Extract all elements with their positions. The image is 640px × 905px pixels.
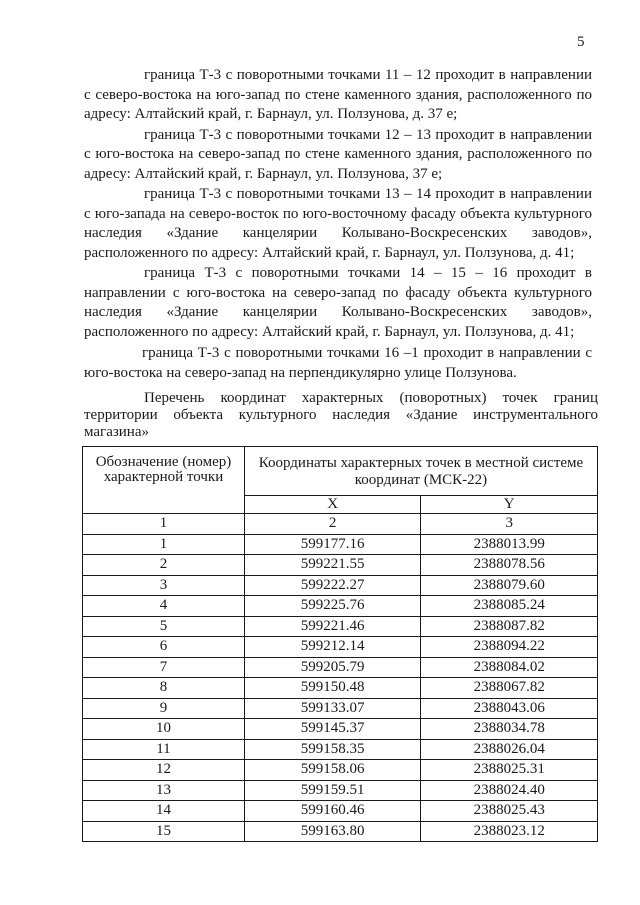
x-coordinate-cell: 599205.79 <box>244 657 420 678</box>
table-row <box>83 637 598 658</box>
x-coordinate-cell: 599222.27 <box>244 575 420 596</box>
x-coordinate-cell: 599221.55 <box>244 555 420 576</box>
y-coordinate-cell: 2388078.56 <box>421 555 598 576</box>
point-number-cell: 2 <box>83 555 245 576</box>
x-coordinate-cell: 599158.06 <box>244 760 420 781</box>
y-coordinate-cell: 2388013.99 <box>421 534 598 555</box>
table-row <box>83 575 598 596</box>
table-row <box>83 698 598 719</box>
header-x: X <box>244 496 420 514</box>
y-coordinate-cell: 2388079.60 <box>421 575 598 596</box>
y-coordinate-cell: 2388085.24 <box>421 596 598 617</box>
table-row <box>83 657 598 678</box>
point-number-cell: 7 <box>83 657 245 678</box>
table-row <box>83 555 598 576</box>
y-coordinate-cell: 2388026.04 <box>421 739 598 760</box>
y-coordinate-cell: 2388023.12 <box>421 821 598 842</box>
table-row <box>83 719 598 740</box>
table-row <box>83 780 598 801</box>
y-coordinate-cell: 2388034.78 <box>421 719 598 740</box>
point-number-cell: 6 <box>83 637 245 658</box>
table-row <box>83 596 598 617</box>
y-coordinate-cell: 2388094.22 <box>421 637 598 658</box>
paragraph-boundary-11-12: граница Т-3 с поворотными точками 11 – 12 проходит в направлении с северо-востока на юго-запад по стене каменного здания, расположенного по адресу: Алтайский край, г. Барнаул, ул. Ползунова, д. 37 е; <box>84 67 592 122</box>
x-coordinate-cell: 599150.48 <box>244 678 420 699</box>
index-cell-1: 1 <box>83 514 245 535</box>
point-number-cell: 10 <box>83 719 245 740</box>
table-row <box>83 801 598 822</box>
body-text <box>84 66 592 384</box>
x-coordinate-cell: 599225.76 <box>244 596 420 617</box>
y-coordinate-cell: 2388087.82 <box>421 616 598 637</box>
point-number-cell: 15 <box>83 821 245 842</box>
point-number-cell: 1 <box>83 534 245 555</box>
header-point-label: Обозначение (номер) характерной точки <box>83 447 245 514</box>
index-cell-2: 2 <box>244 514 420 535</box>
table-row <box>83 616 598 637</box>
table-row <box>83 678 598 699</box>
y-coordinate-cell: 2388084.02 <box>421 657 598 678</box>
table-body <box>83 514 598 842</box>
header-y: Y <box>421 496 598 514</box>
header-coordinates-group: Координаты характерных точек в местной системе координат (МСК-22) <box>244 447 597 496</box>
x-coordinate-cell: 599163.80 <box>244 821 420 842</box>
point-number-cell: 8 <box>83 678 245 699</box>
page-number: 5 <box>577 34 585 50</box>
point-number-cell: 4 <box>83 596 245 617</box>
table-index-row <box>83 514 598 535</box>
x-coordinate-cell: 599212.14 <box>244 637 420 658</box>
paragraph-boundary-12-13: граница Т-3 с поворотными точками 12 – 13 проходит в направлении с юго-востока на северо-запад по стене каменного здания, расположенного по адресу: Алтайский край, г. Барнаул, ул. Ползунова, 37 е; <box>84 126 592 182</box>
table-header-row <box>83 447 598 496</box>
paragraph-boundary-16-1: граница Т-3 с поворотными точками 16 –1 проходит в направлении с юго-востока на северо-запад на перпендикулярно улице Ползунова. <box>84 345 592 381</box>
x-coordinate-cell: 599159.51 <box>244 780 420 801</box>
index-cell-3: 3 <box>421 514 598 535</box>
table-row <box>83 760 598 781</box>
y-coordinate-cell: 2388025.31 <box>421 760 598 781</box>
coordinates-table <box>82 446 598 842</box>
table-row <box>83 821 598 842</box>
point-number-cell: 5 <box>83 616 245 637</box>
y-coordinate-cell: 2388067.82 <box>421 678 598 699</box>
point-number-cell: 9 <box>83 698 245 719</box>
point-number-cell: 11 <box>83 739 245 760</box>
x-coordinate-cell: 599158.35 <box>244 739 420 760</box>
paragraph-boundary-13-14: граница Т-3 с поворотными точками 13 – 14 проходит в направлении с юго-запада на северо-восток по юго-восточному фасаду объекта культурного наследия «Здание канцелярии Колывано-Воскресенских заводов», расположенного по адресу: Алтайский край, г. Барнаул, ул. Ползунова, д. 41; <box>84 186 592 261</box>
y-coordinate-cell: 2388043.06 <box>421 698 598 719</box>
table-caption: Перечень координат характерных (поворотных) точек границ территории объекта культурного наследия «Здание инструментального магазина» <box>84 390 598 440</box>
x-coordinate-cell: 599160.46 <box>244 801 420 822</box>
paragraph-boundary-14-15-16: граница Т-3 с поворотными точками 14 – 15 – 16 проходит в направлении с юго-востока на северо-запад по фасаду объекта культурного наследия «Здание канцелярии Колывано-Воскресенских заводов», расположенного по адресу: Алтайский край, г. Барнаул, ул. Ползунова, д. 41; <box>84 265 592 340</box>
x-coordinate-cell: 599133.07 <box>244 698 420 719</box>
table-row <box>83 534 598 555</box>
table-row <box>83 739 598 760</box>
x-coordinate-cell: 599221.46 <box>244 616 420 637</box>
point-number-cell: 13 <box>83 780 245 801</box>
point-number-cell: 14 <box>83 801 245 822</box>
x-coordinate-cell: 599145.37 <box>244 719 420 740</box>
point-number-cell: 12 <box>83 760 245 781</box>
y-coordinate-cell: 2388025.43 <box>421 801 598 822</box>
y-coordinate-cell: 2388024.40 <box>421 780 598 801</box>
point-number-cell: 3 <box>83 575 245 596</box>
x-coordinate-cell: 599177.16 <box>244 534 420 555</box>
